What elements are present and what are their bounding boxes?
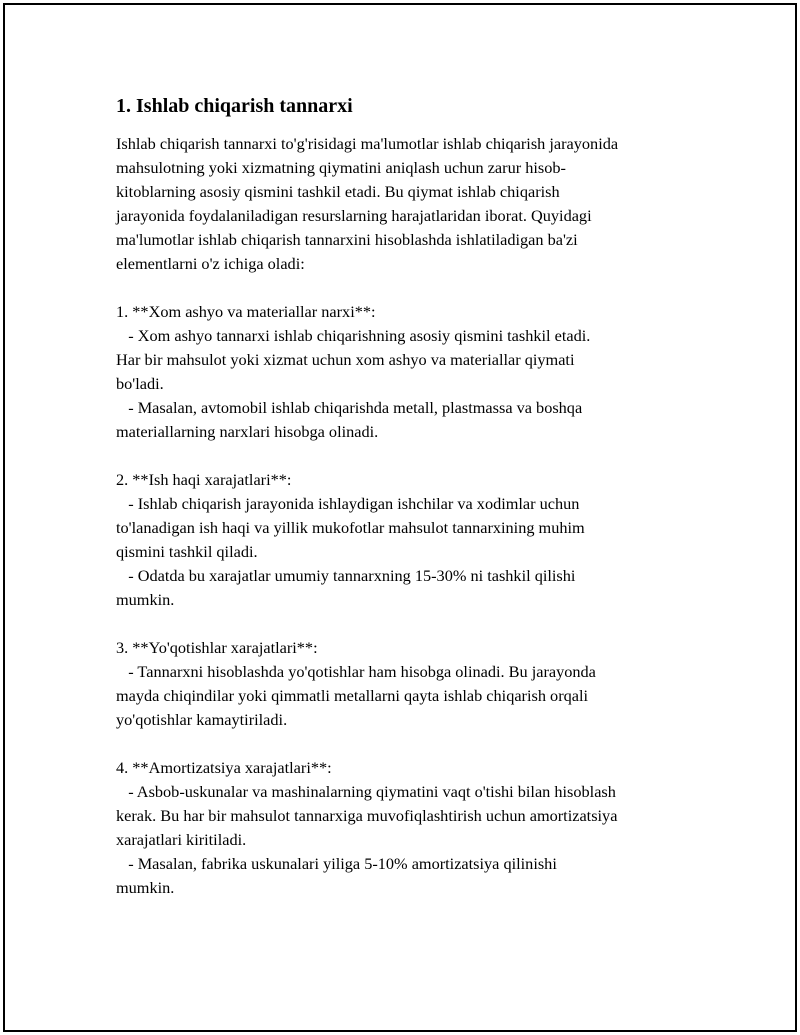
document-body: Ishlab chiqarish tannarxi to'g'risidagi ma'lumotlar ishlab chiqarish jarayonida mahsulotning yoki xizmatning qiymatini aniqlash uchun zarur hisob- kitoblarning asosiy qismini tashkil etadi. Bu qiymat ishlab chiqarish jarayonida foydalaniladigan resurslarning harajatlaridan iborat. Quyidagi ma'lumotlar ishlab chiqarish tannarxini hisoblashda ishlatiladigan ba'zi elementlarni o'z ichiga oladi: 1. **Xom ashyo va materiallar narxi**: - Xom ashyo tannarxi ishlab chiqarishning asosiy qismini tashkil etadi. Har bir mahsulot yoki xizmat uchun xom ashyo va materiallar qiymati bo'ladi. - Masalan, avtomobil ishlab chiqarishda metall, plastmassa va boshqa materiallarning narxlari hisobga olinadi. 2. **Ish haqi xarajatlari**: - Ishlab chiqarish jarayonida ishlaydigan ishchilar va xodimlar uchun to'lanadigan ish haqi va yillik mukofotlar mahsulot tannarxining muhim qismini tashkil qiladi. - Odatda bu xarajatlar umumiy tannarxning 15-30% ni tashkil qilishi mumkin. 3. **Yo'qotishlar xarajatlari**: - Tannarxni hisoblashda yo'qotishlar ham hisobga olinadi. Bu jarayonda mayda chiqindilar yoki qimmatli metallarni qayta ishlab chiqarish orqali yo'qotishlar kamaytiriladi. 4. **Amortizatsiya xarajatlari**: - Asbob-uskunalar va mashinalarning qiymatini vaqt o'tishi bilan hisoblash kerak. Bu har bir mahsulot tannarxiga muvofiqlashtirish uchun amortizatsiya xarajatlari kiritiladi. - Masalan, fabrika uskunalari yiliga 5-10% amortizatsiya qilinishi mumkin. [116,134,619,897]
document-title: 1. Ishlab chiqarish tannarxi [116,95,353,117]
document-content [116,92,696,900]
